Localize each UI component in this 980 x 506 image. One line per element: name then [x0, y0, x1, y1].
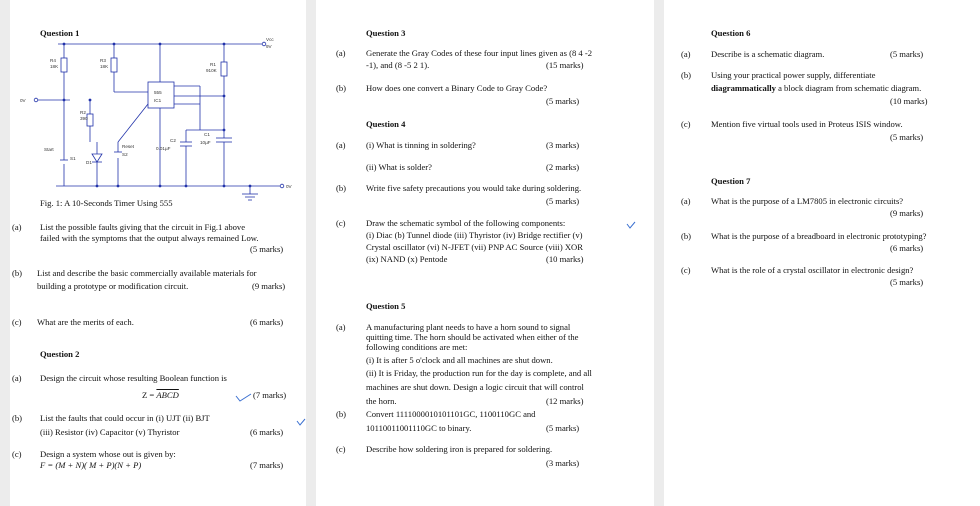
q1a-marks: (5 marks): [250, 244, 284, 254]
question-3-title: Question 3: [366, 28, 406, 38]
q6a-line-1: Describe is a schematic diagram.: [711, 49, 825, 59]
q3a-marks: (15 marks): [546, 60, 584, 70]
q2a-equation-lhs: Z =: [142, 390, 157, 400]
q2a-line-1: Design the circuit whose resulting Boolean function is: [40, 373, 227, 383]
s2-label: S2: [122, 152, 128, 157]
q7a-label: (a): [681, 196, 691, 206]
question-5-title: Question 5: [366, 301, 406, 311]
q4c-line-4: (ix) NAND (x) Pentode: [366, 254, 448, 264]
q6b-line-1: Using your practical power supply, differentiate: [711, 70, 876, 80]
exam-page-1: [10, 0, 306, 506]
r2-label: R2: [80, 110, 86, 115]
q4c-line-3: Crystal oscillator (vi) N-JFET (vii) PNP AC Source (viii) XOR: [366, 242, 583, 252]
q5a-line-3: following conditions are met:: [366, 342, 468, 352]
q1b-line-2: building a prototype or modification circuit.: [37, 281, 189, 291]
question-6-title: Question 6: [711, 28, 751, 38]
q6b-line-2: [711, 83, 921, 94]
q5c-label: (c): [336, 444, 346, 454]
q5c-marks: (3 marks): [546, 458, 580, 468]
q4b-line-1: Write five safety precautions you would take during soldering.: [366, 183, 582, 193]
q2c-line-2: F = (M + N)( M + P)(N + P): [40, 460, 142, 470]
q6c-marks: (5 marks): [890, 132, 924, 142]
q5a-line-6: machines are shut down. Design a logic circuit that will control: [366, 382, 584, 392]
checkmark-icon: [235, 393, 253, 403]
exam-page-3: [664, 0, 980, 506]
q3a-line-2: -1), and (8 -5 2 1).: [366, 60, 430, 70]
q4a-label: (a): [336, 140, 346, 150]
r3-value: 18K: [100, 64, 109, 69]
q5a-line-4: (i) It is after 5 o'clock and all machines are shut down.: [366, 355, 553, 365]
q4b-marks: (5 marks): [546, 196, 580, 206]
q5a-line-2: quitting time. The horn should be activated when either of the: [366, 332, 579, 342]
q5b-line-2: 10110011001110GC to binary.: [366, 423, 472, 433]
q2b-line-2: (iii) Resistor (iv) Capacitor (v) Thyristor: [40, 427, 180, 437]
q5a-label: (a): [336, 322, 346, 332]
q7b-line-1: What is the purpose of a breadboard in electronic prototyping?: [711, 231, 927, 241]
q5a-marks: (12 marks): [546, 396, 584, 406]
q1a-label: (a): [12, 222, 22, 232]
right-0v-label: 0V: [286, 184, 292, 189]
q4c-line-1: Draw the schematic symbol of the following components:: [366, 218, 566, 228]
q2c-line-1: Design a system whose out is given by:: [40, 449, 176, 459]
r1-label: R1: [210, 62, 216, 67]
checkmark-icon: [626, 221, 636, 231]
checkmark-icon: [296, 418, 306, 428]
c2-value: 0.01µF: [156, 146, 171, 151]
q4b-label: (b): [336, 183, 347, 193]
question-4-title: Question 4: [366, 119, 406, 129]
q5a-line-5: (ii) It is Friday, the production run for the day is complete, and all: [366, 368, 592, 378]
q2c-label: (c): [12, 449, 22, 459]
q4c-marks: (10 marks): [546, 254, 584, 264]
r4-value: 18K: [50, 64, 59, 69]
q3b-marks: (5 marks): [546, 96, 580, 106]
q2a-marks: (7 marks): [253, 390, 287, 400]
q7c-marks: (5 marks): [890, 277, 924, 287]
ic1-label: IC1: [154, 98, 162, 103]
q5b-marks: (5 marks): [546, 423, 580, 433]
q3a-line-1: Generate the Gray Codes of these four input lines given as (8 4 -2: [366, 48, 592, 58]
exam-page-2: [316, 0, 654, 506]
q2b-line-1: List the faults that could occur in (i) UJT (ii) BJT: [40, 413, 210, 423]
q2a-equation-rhs: ABCD: [156, 390, 179, 400]
q4a-line-2: (ii) What is solder?: [366, 162, 432, 172]
q6b-label: (b): [681, 70, 692, 80]
q3b-line-1: How does one convert a Binary Code to Gray Code?: [366, 83, 548, 93]
vcc-label: Vcc: [266, 37, 274, 42]
q4c-label: (c): [336, 218, 346, 228]
q6a-marks: (5 marks): [890, 49, 924, 59]
d1-label: D1: [86, 160, 92, 165]
left-0v-label: 0V: [20, 98, 26, 103]
q6a-label: (a): [681, 49, 691, 59]
q5a-line-7: the horn.: [366, 396, 397, 406]
q7a-line-1: What is the purpose of a LM7805 in electronic circuits?: [711, 196, 904, 206]
q1b-marks: (9 marks): [252, 281, 286, 291]
q1a-line-1: List the possible faults giving that the circuit in Fig.1 above: [40, 222, 246, 232]
q1b-line-1: List and describe the basic commercially available materials for: [37, 268, 257, 278]
ic-555-label: 555: [154, 90, 162, 95]
q1b-label: (b): [12, 268, 23, 278]
q1c-marks: (6 marks): [250, 317, 284, 327]
q6c-line-1: Mention five virtual tools used in Proteus ISIS window.: [711, 119, 903, 129]
s1-label: S1: [70, 156, 76, 161]
q4a-marks-2: (2 marks): [546, 162, 580, 172]
q2a-equation: [142, 390, 179, 401]
q3a-label: (a): [336, 48, 346, 58]
q1c-line-1: What are the merits of each.: [37, 317, 134, 327]
figure-caption: Fig. 1: A 10-Seconds Timer Using 555: [40, 198, 173, 208]
q5b-line-1: Convert 1111000010101101GC, 1100110GC and: [366, 409, 536, 419]
c1-label: C1: [204, 132, 210, 137]
r1-value: 910K: [206, 68, 217, 73]
q7b-marks: (6 marks): [890, 243, 924, 253]
q6b-line-2-bold: diagrammatically: [711, 83, 776, 93]
q5b-label: (b): [336, 409, 347, 419]
q4a-line-1: (i) What is tinning in soldering?: [366, 140, 476, 150]
q6c-label: (c): [681, 119, 691, 129]
q4c-line-2: (i) Diac (b) Tunnel diode (iii) Thyristor (iv) Bridge rectifier (v): [366, 230, 583, 240]
c2-label: C2: [170, 138, 176, 143]
r4-label: R4: [50, 58, 56, 63]
q5a-line-1: A manufacturing plant needs to have a horn sound to signal: [366, 322, 571, 332]
question-1-title: Question 1: [40, 28, 80, 38]
vcc-value: 9V: [266, 44, 272, 49]
reset-label: Reset: [122, 144, 135, 149]
q7a-marks: (9 marks): [890, 208, 924, 218]
q2c-marks: (7 marks): [250, 460, 284, 470]
q5c-line-1: Describe how soldering iron is prepared for soldering.: [366, 444, 553, 454]
question-7-title: Question 7: [711, 176, 751, 186]
start-label: Start: [44, 147, 54, 152]
q7c-line-1: What is the role of a crystal oscillator in electronic design?: [711, 265, 914, 275]
question-2-title: Question 2: [40, 349, 80, 359]
q6b-marks: (10 marks): [890, 96, 928, 106]
q1c-label: (c): [12, 317, 22, 327]
q3b-label: (b): [336, 83, 347, 93]
q1a-line-2: failed with the symptoms that the output always remained Low.: [40, 233, 259, 243]
q2b-label: (b): [12, 413, 23, 423]
q4a-marks-1: (3 marks): [546, 140, 580, 150]
q7b-label: (b): [681, 231, 692, 241]
q6b-line-2-rest: a block diagram from schematic diagram.: [775, 83, 922, 93]
r3-label: R3: [100, 58, 106, 63]
c1-value: 10µF: [200, 140, 211, 145]
q2a-label: (a): [12, 373, 22, 383]
q2b-marks: (6 marks): [250, 427, 284, 437]
r2-value: 390: [80, 116, 88, 121]
q7c-label: (c): [681, 265, 691, 275]
